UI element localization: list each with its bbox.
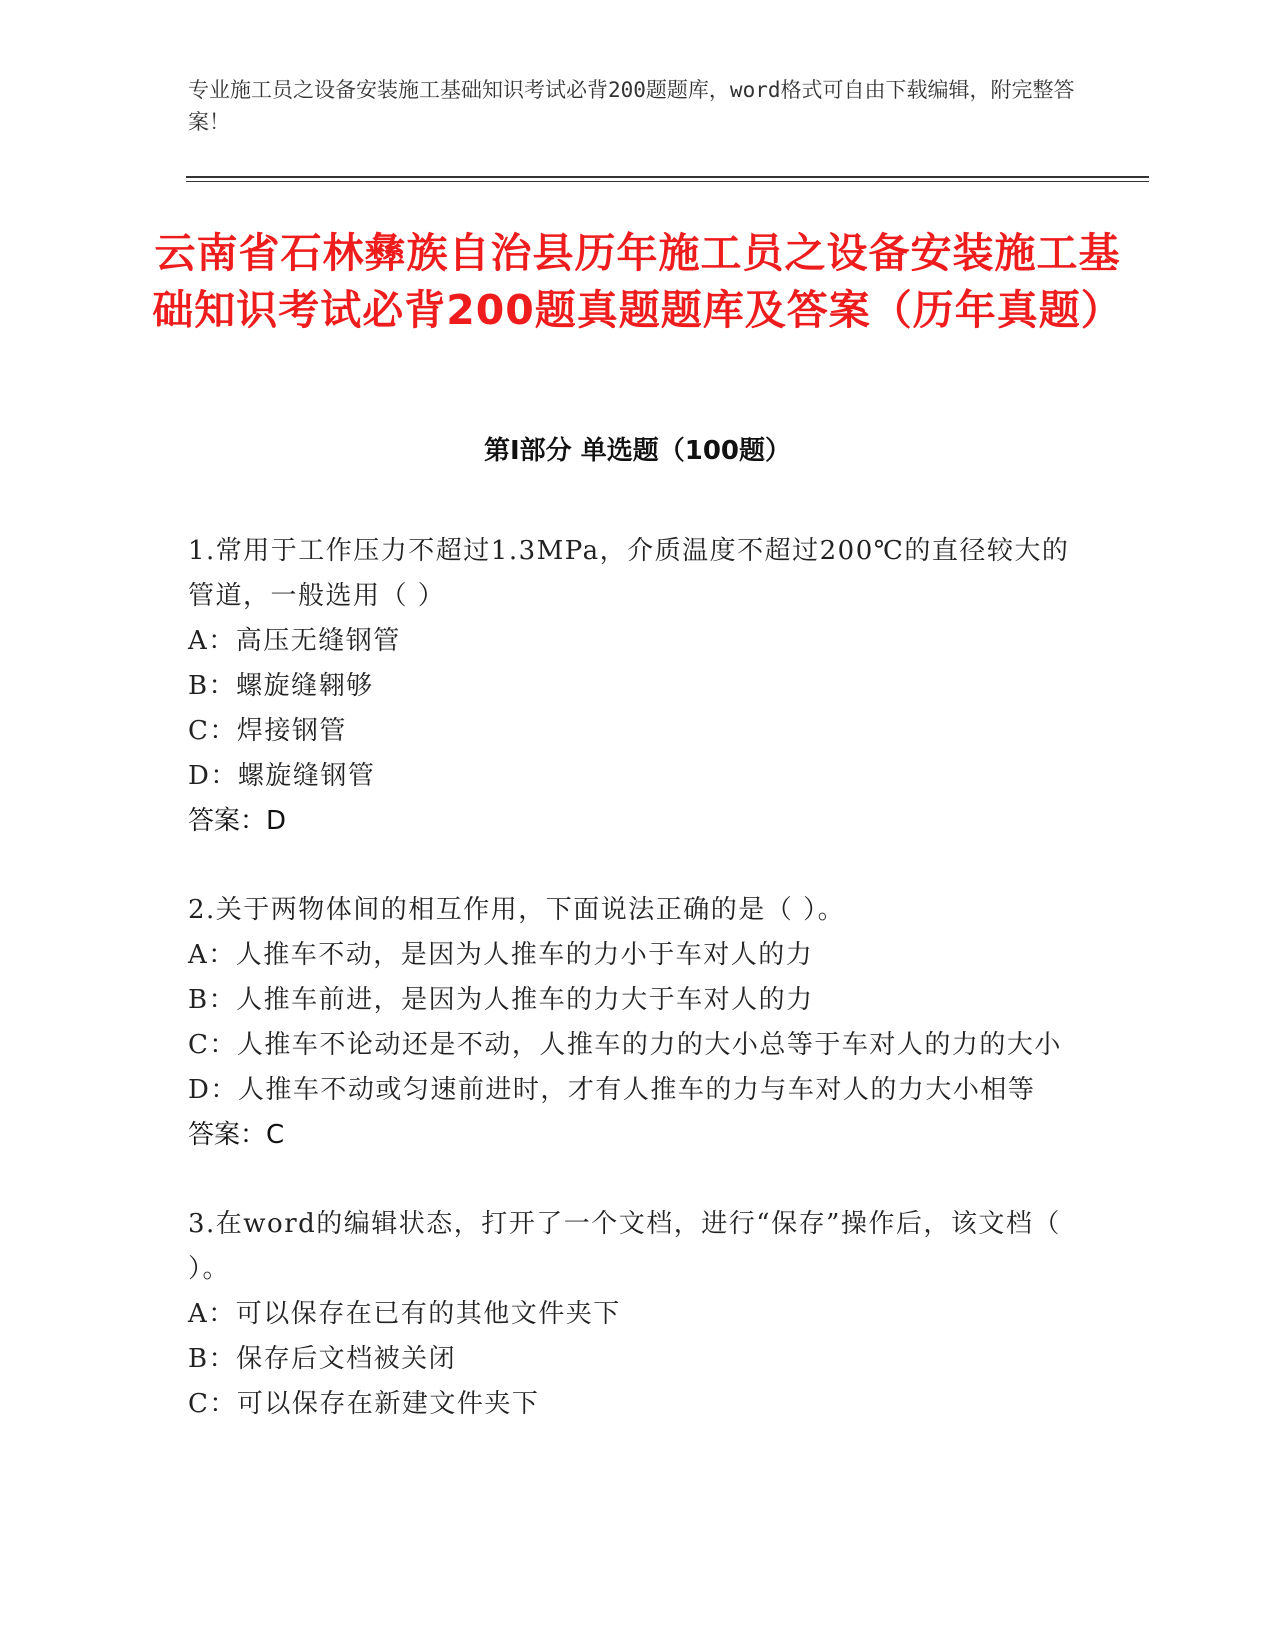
document-title: 云南省石林彝族自治县历年施工员之设备安装施工基础知识考试必背200题真题题库及答案（历年真题） — [152, 229, 1123, 334]
question-option: B：螺旋缝翱够 — [188, 671, 374, 701]
question-1 — [188, 529, 1078, 844]
question-text: 3.在word的编辑状态，打开了一个文档，进行“保存”操作后，该文档（ ）。 — [188, 1209, 1061, 1284]
question-text: 1.常用于工作压力不超过1.3MPa，介质温度不超过200℃的直径较大的管道，一般选用（ ） — [188, 536, 1070, 611]
question-option: A：高压无缝钢管 — [188, 626, 401, 656]
question-answer: 答案：C — [188, 1120, 285, 1150]
question-option: B：人推车前进，是因为人推车的力大于车对人的力 — [188, 985, 814, 1015]
question-3 — [188, 1202, 1078, 1427]
question-option: C：焊接钢管 — [188, 716, 347, 746]
question-option: D：人推车不动或匀速前进时，才有人推车的力与车对人的力大小相等 — [188, 1075, 1036, 1105]
question-option: A：人推车不动，是因为人推车的力小于车对人的力 — [188, 940, 814, 970]
question-2 — [188, 888, 1078, 1158]
section-title: 第Ⅰ部分 单选题（100题） — [484, 436, 791, 466]
question-answer: 答案：D — [188, 806, 287, 836]
question-text: 2.关于两物体间的相互作用，下面说法正确的是（ ）。 — [188, 895, 846, 925]
question-option: A：可以保存在已有的其他文件夹下 — [188, 1299, 621, 1329]
question-list — [188, 529, 1078, 1427]
question-option: C：人推车不论动还是不动，人推车的力的大小总等于车对人的力的大小 — [188, 1030, 1062, 1060]
question-option: C：可以保存在新建文件夹下 — [188, 1389, 540, 1419]
header-divider-thin — [186, 181, 1149, 182]
header-divider — [186, 176, 1149, 178]
question-option: B：保存后文档被关闭 — [188, 1344, 457, 1374]
header-note: 专业施工员之设备安装施工基础知识考试必背200题题库，word格式可自由下载编辑，附完整答案！ — [188, 78, 1075, 134]
question-option: D：螺旋缝钢管 — [188, 761, 376, 791]
